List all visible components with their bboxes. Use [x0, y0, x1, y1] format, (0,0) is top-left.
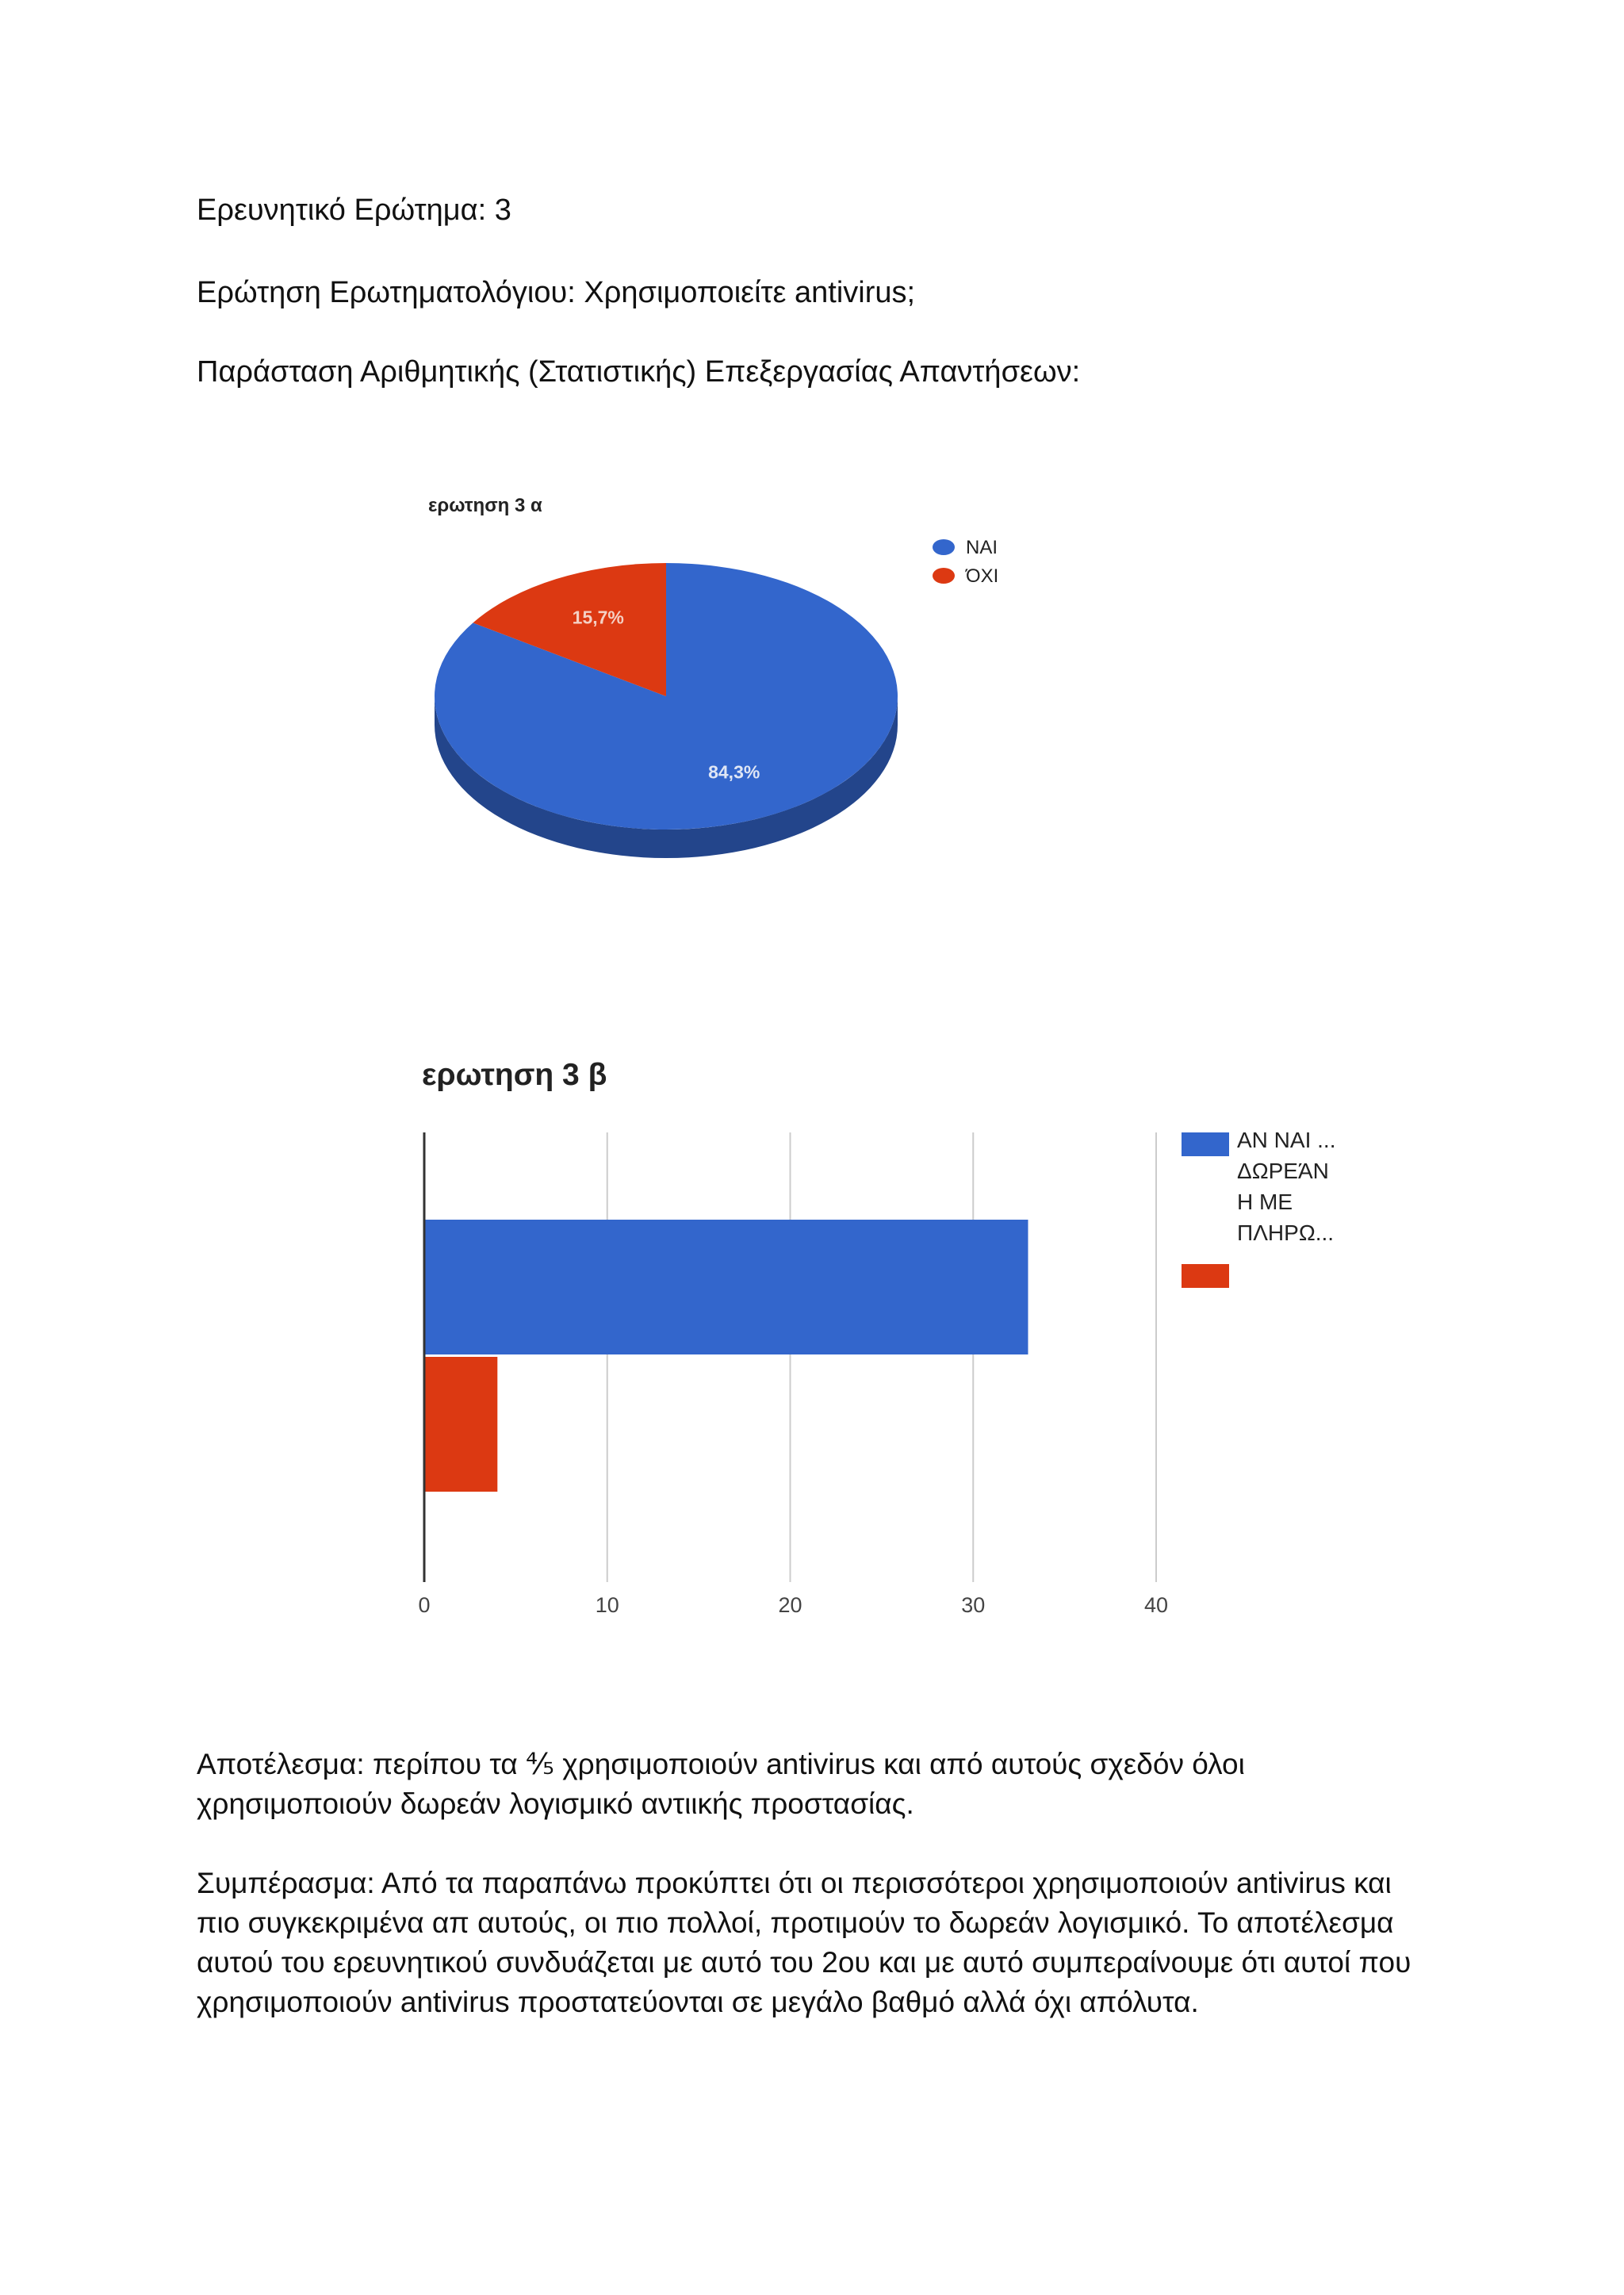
bar-legend-line-4: ΠΛΗΡΩ... [1237, 1220, 1335, 1245]
x-tick-10: 10 [595, 1593, 619, 1617]
bar-legend-swatch-2 [1182, 1264, 1229, 1288]
x-tick-0: 0 [418, 1593, 431, 1617]
questionnaire-question: Ερώτηση Ερωτηματολόγιου: Χρησιμοποιείτε antivirus; [197, 276, 916, 309]
conclusion-line-2: πιο συγκεκριμένα απ αυτούς, οι πιο πολλοί, προτιμούν το δωρεάν λογισμικό. Το αποτέλεσμα [197, 1906, 1394, 1939]
bar-legend-swatch-1 [1182, 1132, 1229, 1156]
bar-legend-line-2: ΔΩΡΕΆΝ [1237, 1159, 1329, 1183]
conclusion-line-4: χρησιμοποιούν antivirus προστατεύονται σε μεγάλο βαθμό αλλά όχι απόλυτα. [197, 1986, 1199, 2018]
bar-2 [424, 1357, 497, 1492]
pie-slice-label-2: 15,7% [572, 607, 624, 628]
x-tick-20: 20 [778, 1593, 802, 1617]
conclusion-line-3: αυτού του ερευνητικού συνδυάζεται με αυτό του 2ου και με αυτό συμπεραίνουμε ότι αυτοί που [197, 1946, 1411, 1979]
x-tick-40: 40 [1143, 1593, 1169, 1617]
bar-legend-line-3: Η ΜΕ [1237, 1190, 1293, 1214]
result-paragraph [197, 1745, 1481, 1824]
x-tick-30: 30 [961, 1593, 986, 1617]
pie-legend-label-1: ΝΑΙ [966, 537, 998, 558]
pie-legend-label-2: ΌΧΙ [966, 565, 999, 587]
bar-1 [424, 1220, 1028, 1354]
representation-heading: Παράσταση Αριθμητικής (Στατιστικής) Επεξεργασίας Απαντήσεων: [197, 355, 1081, 389]
pie-slice-label-1: 84,3% [708, 761, 760, 783]
conclusion-line-1: Συμπέρασμα: Από τα παραπάνω προκύπτει ότι οι περισσότεροι χρησιμοποιούν antivirus και [197, 1867, 1392, 1899]
result-line-1: Αποτέλεσμα: περίπου τα ⅘ χρησιμοποιούν antivirus και από αυτούς σχεδόν όλοι [197, 1748, 1245, 1780]
bar-legend-label [1237, 1125, 1335, 1248]
research-question: Ερευνητικό Ερώτημα: 3 [197, 193, 511, 227]
bar-legend-line-1: ΑΝ ΝΑΙ ... [1237, 1128, 1336, 1152]
result-line-2: χρησιμοποιούν δωρεάν λογισμικό αντιικής προστασίας. [197, 1787, 914, 1820]
pie-chart-title: ερωτηση 3 α [428, 495, 542, 516]
bar-chart-title: ερωτηση 3 β [422, 1058, 607, 1092]
conclusion-paragraph [197, 1864, 1481, 2022]
